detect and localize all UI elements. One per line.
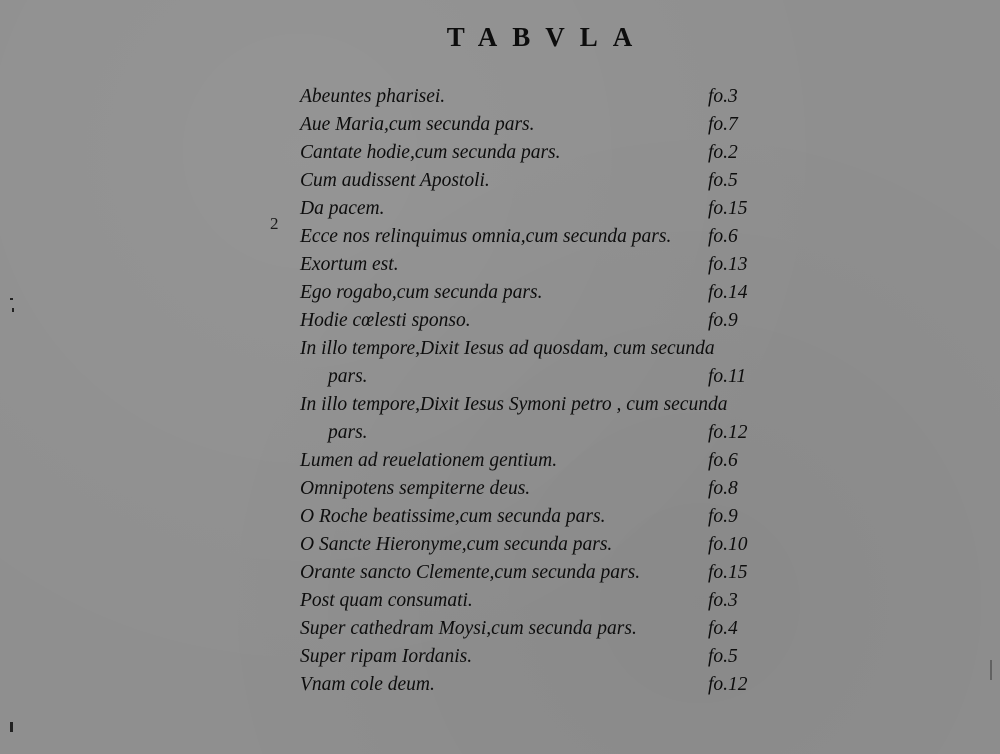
entry-folio: fo.15	[708, 562, 748, 583]
entry-title: Abeuntes pharisei.	[300, 86, 446, 107]
entry-title: Cum audissent Apostoli.	[300, 170, 490, 191]
margin-annotation: 2	[270, 214, 279, 233]
entry-folio: fo.9	[708, 310, 738, 331]
entry-folio: fo.11	[708, 366, 747, 387]
entry-folio: fo.9	[708, 506, 738, 527]
entry-folio: fo.15	[708, 198, 748, 219]
entry-title-continuation: pars.	[328, 422, 368, 443]
entry-folio: fo.3	[708, 590, 738, 611]
entry-title: Vnam cole deum.	[300, 674, 435, 695]
entry-title: Hodie cœlesti sponso.	[300, 310, 471, 331]
entry-folio: fo.5	[708, 170, 738, 191]
entry-title-continuation: pars.	[328, 366, 368, 387]
entry-title: Omnipotens sempiterne deus.	[300, 478, 531, 499]
entry-title: O Sancte Hieronyme,cum secunda pars.	[300, 534, 613, 555]
entry-title: Aue Maria,cum secunda pars.	[300, 114, 535, 135]
entry-title: In illo tempore,Dixit Iesus ad quosdam, cum secunda	[300, 338, 715, 359]
entry-title: O Roche beatissime,cum secunda pars.	[300, 506, 606, 527]
page-title: TABVLA	[446, 22, 648, 52]
entry-title: Orante sancto Clemente,cum secunda pars.	[300, 562, 641, 583]
entry-title: Super ripam Iordanis.	[300, 646, 473, 667]
entry-folio: fo.2	[708, 142, 738, 163]
scan-speck	[10, 298, 13, 300]
entry-title: Lumen ad reuelationem gentium.	[300, 450, 558, 471]
entry-folio: fo.10	[708, 534, 748, 555]
entry-folio: fo.8	[708, 478, 738, 499]
entry-folio: fo.12	[708, 422, 748, 443]
entry-folio: fo.14	[708, 282, 748, 303]
scan-speck	[12, 308, 14, 312]
entry-folio: fo.3	[708, 86, 738, 107]
entry-title: Cantate hodie,cum secunda pars.	[300, 142, 561, 163]
entry-folio: fo.12	[708, 674, 748, 695]
entry-folio: fo.6	[708, 226, 738, 247]
entry-title: Post quam consumati.	[300, 590, 473, 611]
index-list	[300, 84, 780, 714]
entry-folio: fo.6	[708, 450, 738, 471]
entry-folio: fo.5	[708, 646, 738, 667]
entry-title: Ego rogabo,cum secunda pars.	[300, 282, 543, 303]
entry-title: Ecce nos relinquimus omnia,cum secunda pars.	[300, 226, 672, 247]
entry-folio: fo.13	[708, 254, 748, 275]
entry-folio: fo.4	[708, 618, 738, 639]
scan-speck	[990, 660, 992, 680]
scan-speck	[10, 722, 13, 732]
entry-title: Super cathedram Moysi,cum secunda pars.	[300, 618, 637, 639]
entry-folio: fo.7	[708, 114, 738, 135]
entry-title: In illo tempore,Dixit Iesus Symoni petro , cum secunda	[300, 394, 728, 415]
entry-title: Exortum est.	[300, 254, 399, 275]
entry-title: Da pacem.	[300, 198, 385, 219]
